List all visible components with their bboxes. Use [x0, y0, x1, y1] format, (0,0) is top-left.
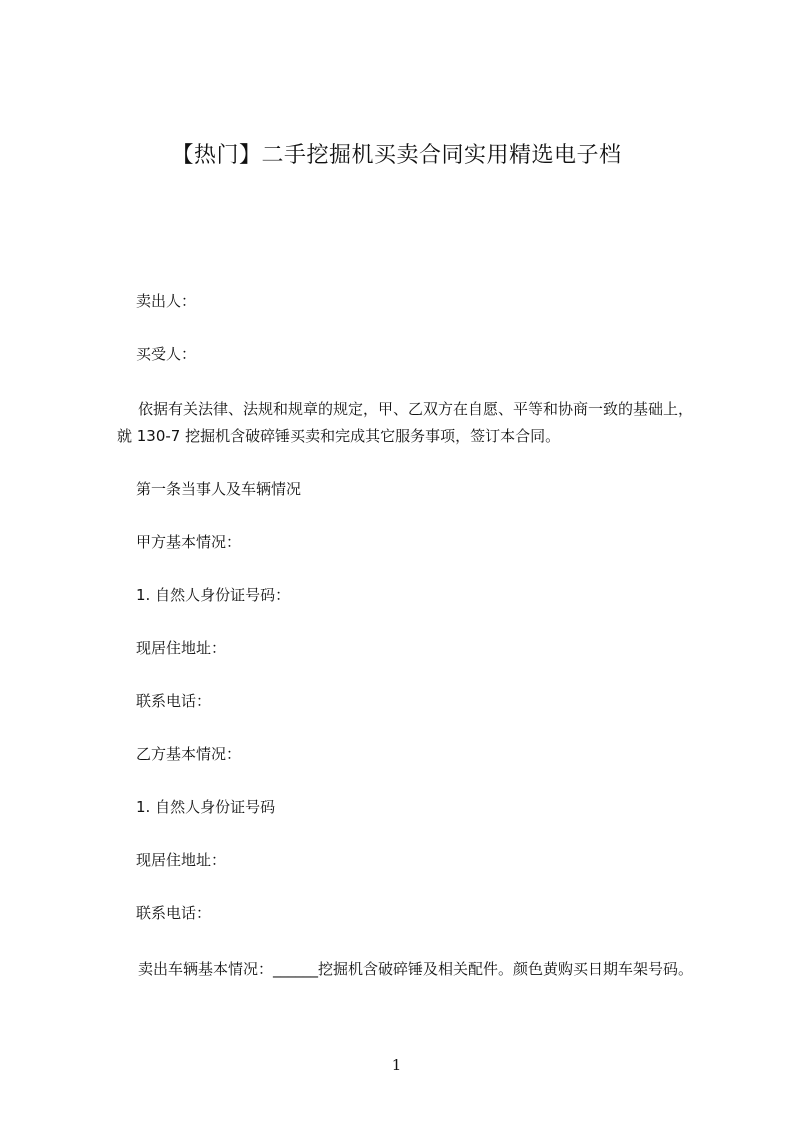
intro-paragraph: 依据有关法律、法规和规章的规定，甲、乙双方在自愿、平等和协商一致的基础上，就 130-7 挖掘机含破碎锤买卖和完成其它服务事项，签订本合同。	[117, 400, 694, 445]
buyer-label: 买受人：	[136, 345, 197, 363]
vehicle-info-paragraph: 卖出车辆基本情况：______挖掘机含破碎锤及相关配件。颜色黄购买日期车架号码。	[138, 960, 694, 978]
party-b-id-number: 1. 自然人身份证号码	[136, 798, 276, 816]
seller-label: 卖出人：	[136, 292, 197, 310]
page-number: 1	[391, 1056, 402, 1074]
party-a-id-number: 1. 自然人身份证号码：	[136, 586, 291, 604]
document-title: 【热门】二手挖掘机买卖合同实用精选电子档	[171, 143, 622, 168]
party-b-phone: 联系电话：	[136, 904, 212, 922]
party-b-address: 现居住地址：	[136, 851, 227, 869]
party-a-phone: 联系电话：	[136, 692, 212, 710]
article-1-heading: 第一条当事人及车辆情况	[136, 480, 302, 498]
party-b-heading: 乙方基本情况：	[136, 745, 242, 763]
party-a-address: 现居住地址：	[136, 639, 227, 657]
party-a-heading: 甲方基本情况：	[136, 533, 242, 551]
